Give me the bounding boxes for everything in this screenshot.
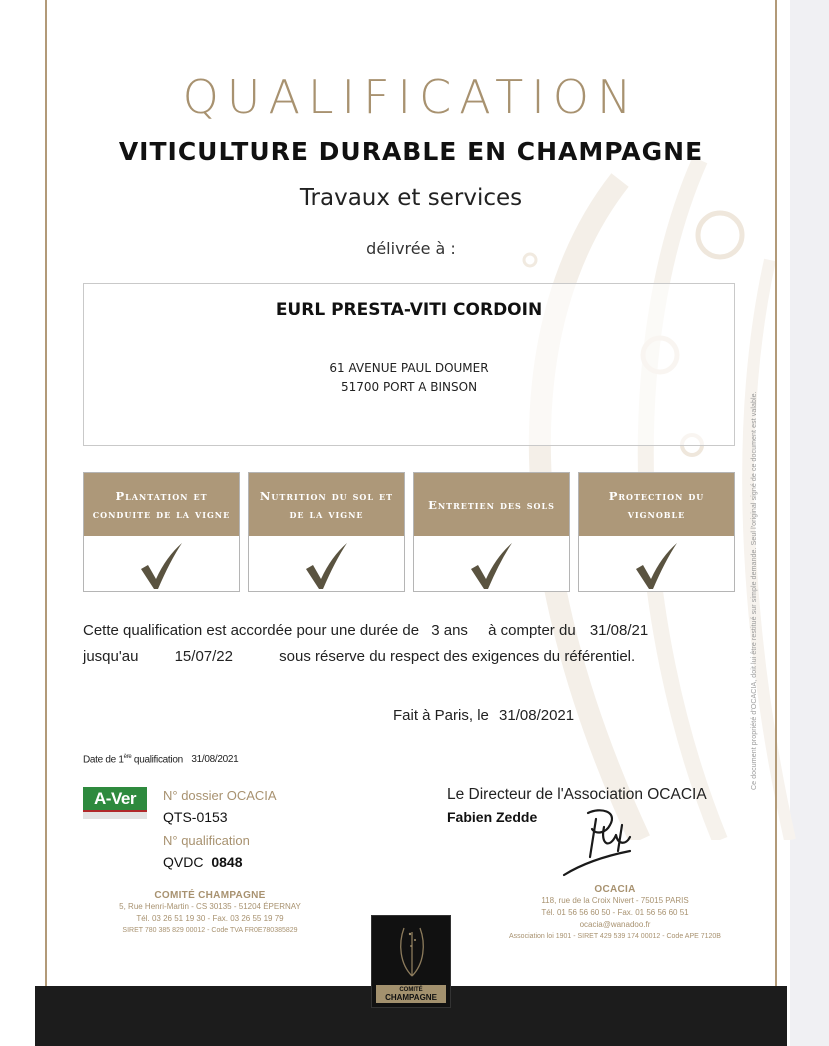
- director-title: Le Directeur de l'Association OCACIA: [447, 786, 707, 803]
- footer-title: COMITÉ CHAMPAGNE: [154, 890, 266, 901]
- category-header: [414, 473, 569, 536]
- checkmark-icon: [633, 541, 681, 591]
- address-line-2: 51700 PORT A BINSON: [340, 380, 478, 394]
- champagne-glass-icon: [394, 924, 430, 979]
- qualification-heading: QUALIFICATION: [182, 70, 640, 124]
- validity-start-date: 31/08/21: [589, 622, 649, 639]
- category-entretien: [413, 472, 570, 592]
- category-label: Nutrition du sol et de la vigne: [259, 488, 394, 521]
- category-label: Entretien des sols: [428, 497, 555, 512]
- validity-line-1: [83, 622, 648, 639]
- first-qualification-date: Date de 1ère qualification 31/08/2021: [83, 754, 239, 766]
- category-plantation: [83, 472, 240, 592]
- ocacia-footer: OCACIA 118, rue de la Croix Nivert - 75015 PARIS Tél. 01 56 56 60 50 - Fax. 01 56 56 60 51 ocacia@wanadoo.fr Association loi 1901 - SIRET 429 539 174 00012 - Code APE 7120B: [455, 884, 775, 943]
- comite-champagne-logo: [371, 915, 451, 1008]
- validity-text: Cette qualification est accordée pour une durée de: [83, 622, 420, 639]
- dossier-number: QTS-0153: [163, 809, 228, 825]
- category-nutrition: [248, 472, 405, 592]
- category-header: [84, 473, 239, 536]
- issued-date: 31/08/2021: [499, 707, 575, 724]
- validity-text: sous réserve du respect des exigences du référentiel.: [279, 648, 636, 665]
- first-qualification-value: 31/08/2021: [191, 754, 239, 766]
- checkmark-icon: [468, 541, 516, 591]
- checkmark-icon: [138, 541, 186, 591]
- qualification-number-label: N° qualification: [163, 833, 250, 848]
- category-subtitle: Travaux et services: [299, 185, 523, 211]
- logo-label: COMITÉ CHAMPAGNE: [376, 985, 446, 1003]
- category-header: [579, 473, 734, 536]
- a-ver-logo-text: A-Ver: [83, 787, 147, 810]
- recipient-address: [84, 359, 734, 397]
- a-ver-logo: [83, 787, 147, 819]
- validity-duration: 3 ans: [431, 622, 468, 639]
- director-name: Fabien Zedde: [447, 809, 538, 825]
- signature-image: [560, 805, 640, 880]
- dossier-label: N° dossier OCACIA: [163, 788, 277, 803]
- validity-text: jusqu'au: [83, 648, 139, 665]
- program-title: VITICULTURE DURABLE EN CHAMPAGNE: [118, 137, 704, 166]
- category-label: Plantation et conduite de la vigne: [92, 488, 231, 521]
- issued-line: [393, 707, 574, 724]
- category-header: [249, 473, 404, 536]
- address-line-1: 61 AVENUE PAUL DOUMER: [329, 361, 489, 375]
- category-label: Protection du vignoble: [608, 488, 705, 521]
- issued-text: Fait à Paris, le: [393, 707, 489, 724]
- validity-text: à compter du: [488, 622, 576, 639]
- side-legal-note: Ce document propriété d'OCACIA, doit lui être restitué sur simple demande. Seul l'original signé de ce document est valable.: [751, 391, 758, 790]
- category-protection: [578, 472, 735, 592]
- checkmark-icon: [303, 541, 351, 591]
- recipient-name: EURL PRESTA-VITI CORDOIN: [275, 300, 543, 320]
- validity-line-2: [83, 648, 635, 665]
- comite-champagne-footer: COMITÉ CHAMPAGNE 5, Rue Henri-Martin - CS 30135 - 51204 ÉPERNAY Tél. 03 26 51 19 30 - Fax. 03 26 55 19 79 SIRET 780 385 829 00012 - Code TVA FR0E780385829: [60, 890, 360, 937]
- validity-end-date: 15/07/22: [174, 648, 233, 665]
- recipient-box: [83, 283, 735, 446]
- qualification-number: QVDC 0848: [163, 854, 243, 870]
- delivered-to-label: délivrée à :: [366, 239, 456, 258]
- footer-title: OCACIA: [594, 884, 636, 895]
